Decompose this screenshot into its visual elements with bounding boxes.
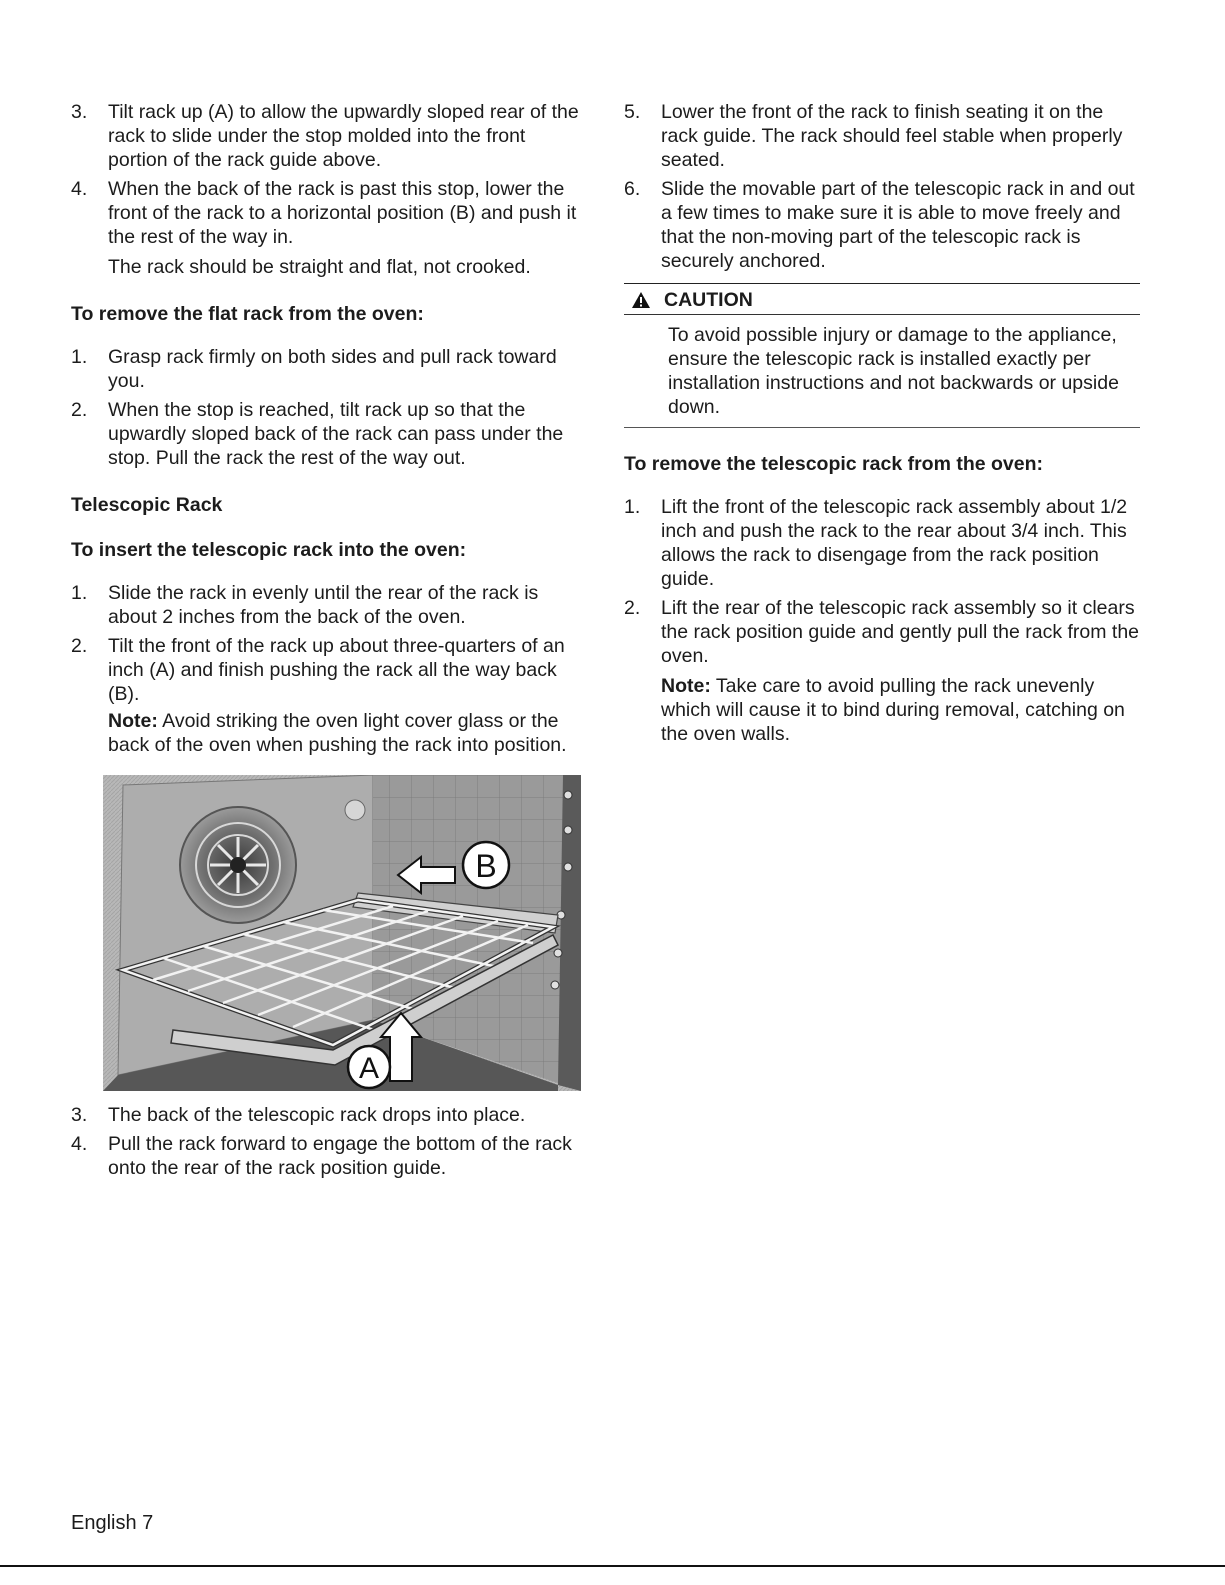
step-text: Pull the rack forward to engage the bottom of the rack onto the rear of the rack position guide. bbox=[108, 1133, 572, 1179]
heading-insert-telescopic-rack: To insert the telescopic rack into the oven: bbox=[71, 539, 467, 561]
page-footer: English 7 bbox=[71, 1512, 154, 1534]
step-text: Slide the movable part of the telescopic rack in and out a few times to make sure it is able to move freely and that the non-moving part of the telescopic rack is securely anchored. bbox=[661, 178, 1135, 272]
step-number: 1. bbox=[624, 496, 641, 518]
list-item bbox=[71, 177, 587, 279]
list-item bbox=[71, 634, 587, 757]
warning-triangle-icon bbox=[632, 292, 650, 308]
heading-remove-flat-rack: To remove the flat rack from the oven: bbox=[71, 303, 424, 325]
step-subtext: The rack should be straight and flat, not crooked. bbox=[108, 256, 531, 278]
figure-label-a: A bbox=[358, 1052, 380, 1085]
list-item bbox=[71, 581, 587, 629]
caution-box bbox=[624, 283, 1140, 428]
step-text: Lift the rear of the telescopic rack assembly so it clears the rack position guide and gently pull the rack from the oven. bbox=[661, 597, 1140, 667]
list-item bbox=[71, 1132, 587, 1180]
figure-label-b: B bbox=[475, 848, 497, 884]
list-item bbox=[624, 100, 1140, 172]
list-item bbox=[71, 100, 587, 172]
step-number: 1. bbox=[71, 582, 88, 604]
caution-text: To avoid possible injury or damage to the appliance, ensure the telescopic rack is installed exactly per installation instructions and not backwards or upside down. bbox=[624, 315, 1140, 428]
insert-telescopic-rack-list bbox=[71, 581, 587, 757]
steps-continued-list bbox=[71, 100, 587, 279]
step-number: 4. bbox=[71, 178, 88, 200]
step-number: 2. bbox=[71, 399, 88, 421]
step-text: The back of the telescopic rack drops into place. bbox=[108, 1104, 526, 1126]
step-text: Tilt the front of the rack up about three-quarters of an inch (A) and finish pushing the rack all the way back (B). bbox=[108, 635, 565, 705]
step-number: 3. bbox=[71, 1104, 88, 1126]
list-item bbox=[71, 398, 587, 470]
oven-rack-illustration bbox=[103, 775, 581, 1091]
bottom-rule bbox=[0, 1565, 1225, 1567]
remove-flat-rack-list bbox=[71, 345, 587, 470]
note-label: Note: bbox=[108, 710, 158, 732]
step-number: 2. bbox=[624, 597, 641, 619]
step-number: 6. bbox=[624, 178, 641, 200]
right-column bbox=[624, 100, 1140, 751]
left-column bbox=[71, 100, 587, 1185]
step-number: 2. bbox=[71, 635, 88, 657]
step-number: 4. bbox=[71, 1133, 88, 1155]
list-item bbox=[71, 1103, 587, 1127]
insert-telescopic-rack-list-continued bbox=[71, 1103, 587, 1180]
step-text: Lower the front of the rack to finish seating it on the rack guide. The rack should feel stable when properly seated. bbox=[661, 101, 1123, 171]
caution-title: CAUTION bbox=[664, 288, 753, 311]
list-item bbox=[71, 345, 587, 393]
step-note bbox=[108, 709, 587, 757]
step-text: Grasp rack firmly on both sides and pull rack toward you. bbox=[108, 346, 557, 392]
note-label: Note: bbox=[661, 675, 711, 697]
list-item bbox=[624, 495, 1140, 591]
step-note bbox=[661, 674, 1140, 746]
heading-remove-telescopic-rack: To remove the telescopic rack from the oven: bbox=[624, 453, 1044, 475]
step-number: 1. bbox=[71, 346, 88, 368]
step-number: 5. bbox=[624, 101, 641, 123]
step-text: Slide the rack in evenly until the rear of the rack is about 2 inches from the back of the oven. bbox=[108, 582, 539, 628]
caution-header bbox=[624, 283, 1140, 315]
heading-telescopic-rack: Telescopic Rack bbox=[71, 494, 223, 516]
list-item bbox=[624, 177, 1140, 273]
step-text: When the back of the rack is past this stop, lower the front of the rack to a horizontal position (B) and push it the rest of the way in. bbox=[108, 178, 577, 248]
step-number: 3. bbox=[71, 101, 88, 123]
step-text: Lift the front of the telescopic rack assembly about 1/2 inch and push the rack to the rear about 3/4 inch. This allows the rack to disengage from the rack position guide. bbox=[661, 496, 1128, 590]
note-text: Avoid striking the oven light cover glass or the back of the oven when pushing the rack into position. bbox=[108, 710, 567, 756]
note-text: Take care to avoid pulling the rack unevenly which will cause it to bind during removal, catching on the oven walls. bbox=[661, 675, 1125, 745]
insert-steps-continued-list bbox=[624, 100, 1140, 273]
step-text: Tilt rack up (A) to allow the upwardly sloped rear of the rack to slide under the stop molded into the front portion of the rack guide above. bbox=[108, 101, 579, 171]
list-item bbox=[624, 596, 1140, 746]
remove-telescopic-rack-list bbox=[624, 495, 1140, 746]
step-text: When the stop is reached, tilt rack up so that the upwardly sloped back of the rack can pass under the stop. Pull the rack the rest of the way out. bbox=[108, 399, 564, 469]
